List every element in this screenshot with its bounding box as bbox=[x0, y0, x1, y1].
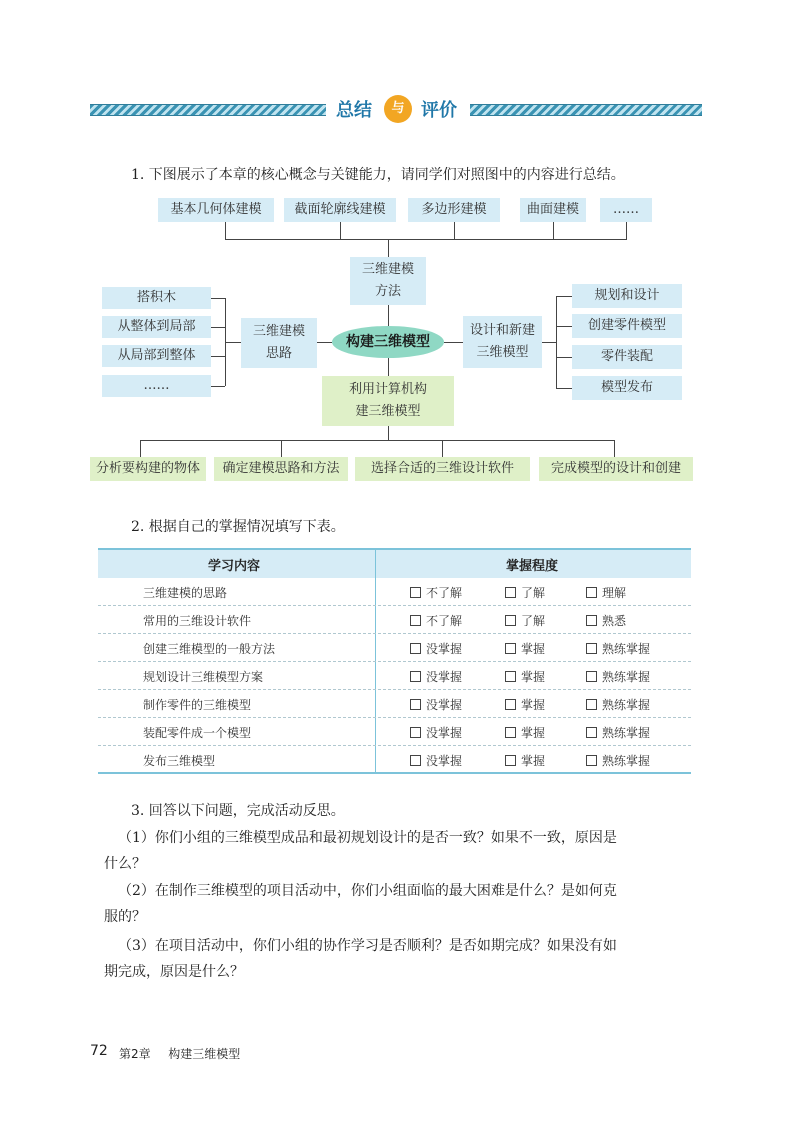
option[interactable]: 熟练掌握 bbox=[586, 668, 650, 685]
center-node: 构建三维模型 bbox=[332, 326, 444, 358]
checkbox-icon bbox=[505, 587, 516, 598]
table-row-content: 常用的三维设计软件 bbox=[143, 614, 252, 628]
table-header-row bbox=[98, 550, 691, 578]
right-item: 规划和设计 bbox=[572, 284, 682, 308]
option[interactable]: 没掌握 bbox=[410, 696, 462, 713]
right-hub: 设计和新建三维模型 bbox=[463, 316, 542, 368]
connector bbox=[211, 327, 225, 328]
connector bbox=[281, 440, 282, 457]
option[interactable]: 了解 bbox=[505, 612, 545, 629]
option[interactable]: 掌握 bbox=[505, 752, 545, 769]
left-item: 从整体到局部 bbox=[102, 316, 211, 338]
method-box: 多边形建模 bbox=[408, 198, 500, 222]
checkbox-icon bbox=[410, 755, 421, 766]
q3-item-3-line2: 期完成，原因是什么？ bbox=[104, 964, 244, 980]
page-number: 72 bbox=[90, 1043, 108, 1059]
header-band-right bbox=[470, 104, 702, 116]
checkbox-icon bbox=[586, 587, 597, 598]
left-item: 搭积木 bbox=[102, 287, 211, 309]
row-rule bbox=[98, 689, 691, 690]
connector bbox=[225, 298, 226, 386]
question-3: 3. 回答以下问题，完成活动反思。 bbox=[131, 803, 345, 819]
connector bbox=[225, 222, 226, 240]
connector bbox=[556, 296, 572, 297]
question-2: 2. 根据自己的掌握情况填写下表。 bbox=[131, 519, 345, 535]
header-band-left bbox=[90, 104, 326, 116]
method-box: 基本几何体建模 bbox=[158, 198, 274, 222]
connector bbox=[388, 239, 389, 257]
checkbox-icon bbox=[410, 643, 421, 654]
table-row-content: 制作零件的三维模型 bbox=[143, 698, 252, 712]
row-rule bbox=[98, 745, 691, 746]
option[interactable]: 熟悉 bbox=[586, 612, 626, 629]
table-row-content: 装配零件成一个模型 bbox=[143, 726, 252, 740]
bottom-item: 完成模型的设计和创建 bbox=[539, 457, 693, 481]
option[interactable]: 理解 bbox=[586, 584, 626, 601]
checkbox-icon bbox=[410, 615, 421, 626]
connector bbox=[225, 239, 627, 240]
bottom-item: 确定建模思路和方法 bbox=[214, 457, 348, 481]
option[interactable]: 没掌握 bbox=[410, 668, 462, 685]
checkbox-icon bbox=[410, 699, 421, 710]
row-rule bbox=[98, 633, 691, 634]
checkbox-icon bbox=[586, 727, 597, 738]
table-row-content: 规划设计三维模型方案 bbox=[143, 670, 264, 684]
connector bbox=[140, 440, 615, 441]
checkbox-icon bbox=[410, 727, 421, 738]
connector bbox=[388, 358, 389, 376]
connector bbox=[340, 222, 341, 240]
checkbox-icon bbox=[410, 587, 421, 598]
connector bbox=[556, 388, 572, 389]
connector bbox=[556, 357, 572, 358]
checkbox-icon bbox=[410, 671, 421, 682]
connector bbox=[614, 440, 615, 457]
checkbox-icon bbox=[505, 699, 516, 710]
checkbox-icon bbox=[505, 615, 516, 626]
right-item: 模型发布 bbox=[572, 376, 682, 400]
option[interactable]: 掌握 bbox=[505, 724, 545, 741]
connector bbox=[211, 386, 225, 387]
q3-item-2-line2: 服的？ bbox=[104, 909, 146, 925]
connector bbox=[542, 342, 556, 343]
method-box: …… bbox=[600, 198, 652, 222]
q3-item-2-line1: （2）在制作三维模型的项目活动中，你们小组面临的最大困难是什么？是如何克 bbox=[118, 883, 617, 899]
connector bbox=[556, 326, 572, 327]
footer-chapter: 第2章 构建三维模型 bbox=[119, 1047, 241, 1061]
option[interactable]: 熟练掌握 bbox=[586, 696, 650, 713]
connector bbox=[556, 296, 557, 388]
option[interactable]: 熟练掌握 bbox=[586, 640, 650, 657]
method-box: 曲面建模 bbox=[520, 198, 586, 222]
connector bbox=[388, 305, 389, 326]
checkbox-icon bbox=[505, 727, 516, 738]
checkbox-icon bbox=[505, 643, 516, 654]
connector bbox=[442, 440, 443, 457]
option[interactable]: 熟练掌握 bbox=[586, 724, 650, 741]
q3-item-3-line1: （3）在项目活动中，你们小组的协作学习是否顺利？是否如期完成？如果没有如 bbox=[118, 938, 617, 954]
q3-item-1-line1: （1）你们小组的三维模型成品和最初规划设计的是否一致？如果不一致，原因是 bbox=[118, 830, 617, 846]
option[interactable]: 掌握 bbox=[505, 696, 545, 713]
option[interactable]: 了解 bbox=[505, 584, 545, 601]
right-item: 创建零件模型 bbox=[572, 314, 682, 338]
table-bottom-rule bbox=[98, 772, 691, 774]
q3-item-1-line2: 什么？ bbox=[104, 856, 146, 872]
checkbox-icon bbox=[586, 615, 597, 626]
bottom-item: 选择合适的三维设计软件 bbox=[355, 457, 530, 481]
connector bbox=[626, 222, 627, 240]
header-badge-icon: 与 bbox=[384, 95, 412, 123]
row-rule bbox=[98, 605, 691, 606]
table-row-content: 发布三维模型 bbox=[143, 754, 216, 768]
connector bbox=[211, 356, 225, 357]
checkbox-icon bbox=[505, 755, 516, 766]
row-rule bbox=[98, 717, 691, 718]
option[interactable]: 熟练掌握 bbox=[586, 752, 650, 769]
header-content: 学习内容 bbox=[208, 559, 261, 574]
header-evaluation: 评价 bbox=[421, 100, 457, 121]
connector bbox=[553, 222, 554, 240]
connector bbox=[444, 342, 463, 343]
right-item: 零件装配 bbox=[572, 345, 682, 369]
checkbox-icon bbox=[586, 671, 597, 682]
method-box: 截面轮廓线建模 bbox=[284, 198, 396, 222]
connector bbox=[211, 298, 225, 299]
connector bbox=[454, 222, 455, 240]
option[interactable]: 不了解 bbox=[410, 584, 462, 601]
left-item: …… bbox=[102, 375, 211, 397]
option[interactable]: 没掌握 bbox=[410, 752, 462, 769]
bottom-hub: 利用计算机构建三维模型 bbox=[322, 376, 454, 426]
checkbox-icon bbox=[586, 755, 597, 766]
question-1: 1. 下图展示了本章的核心概念与关键能力，请同学们对照图中的内容进行总结。 bbox=[131, 167, 625, 183]
left-item: 从局部到整体 bbox=[102, 345, 211, 367]
header-mastery: 掌握程度 bbox=[506, 559, 559, 574]
checkbox-icon bbox=[586, 643, 597, 654]
option[interactable]: 掌握 bbox=[505, 640, 545, 657]
row-rule bbox=[98, 661, 691, 662]
header-summary: 总结 bbox=[336, 100, 372, 121]
connector bbox=[388, 426, 389, 440]
connector bbox=[140, 440, 141, 457]
table-row-content: 三维建模的思路 bbox=[143, 586, 228, 600]
option[interactable]: 没掌握 bbox=[410, 640, 462, 657]
left-hub: 三维建模思路 bbox=[241, 318, 317, 368]
connector bbox=[317, 342, 332, 343]
methods-hub: 三维建模方法 bbox=[350, 257, 426, 305]
option[interactable]: 不了解 bbox=[410, 612, 462, 629]
checkbox-icon bbox=[586, 699, 597, 710]
bottom-item: 分析要构建的物体 bbox=[90, 457, 206, 481]
checkbox-icon bbox=[505, 671, 516, 682]
connector bbox=[225, 342, 241, 343]
table-row-content: 创建三维模型的一般方法 bbox=[143, 642, 276, 656]
option[interactable]: 没掌握 bbox=[410, 724, 462, 741]
option[interactable]: 掌握 bbox=[505, 668, 545, 685]
